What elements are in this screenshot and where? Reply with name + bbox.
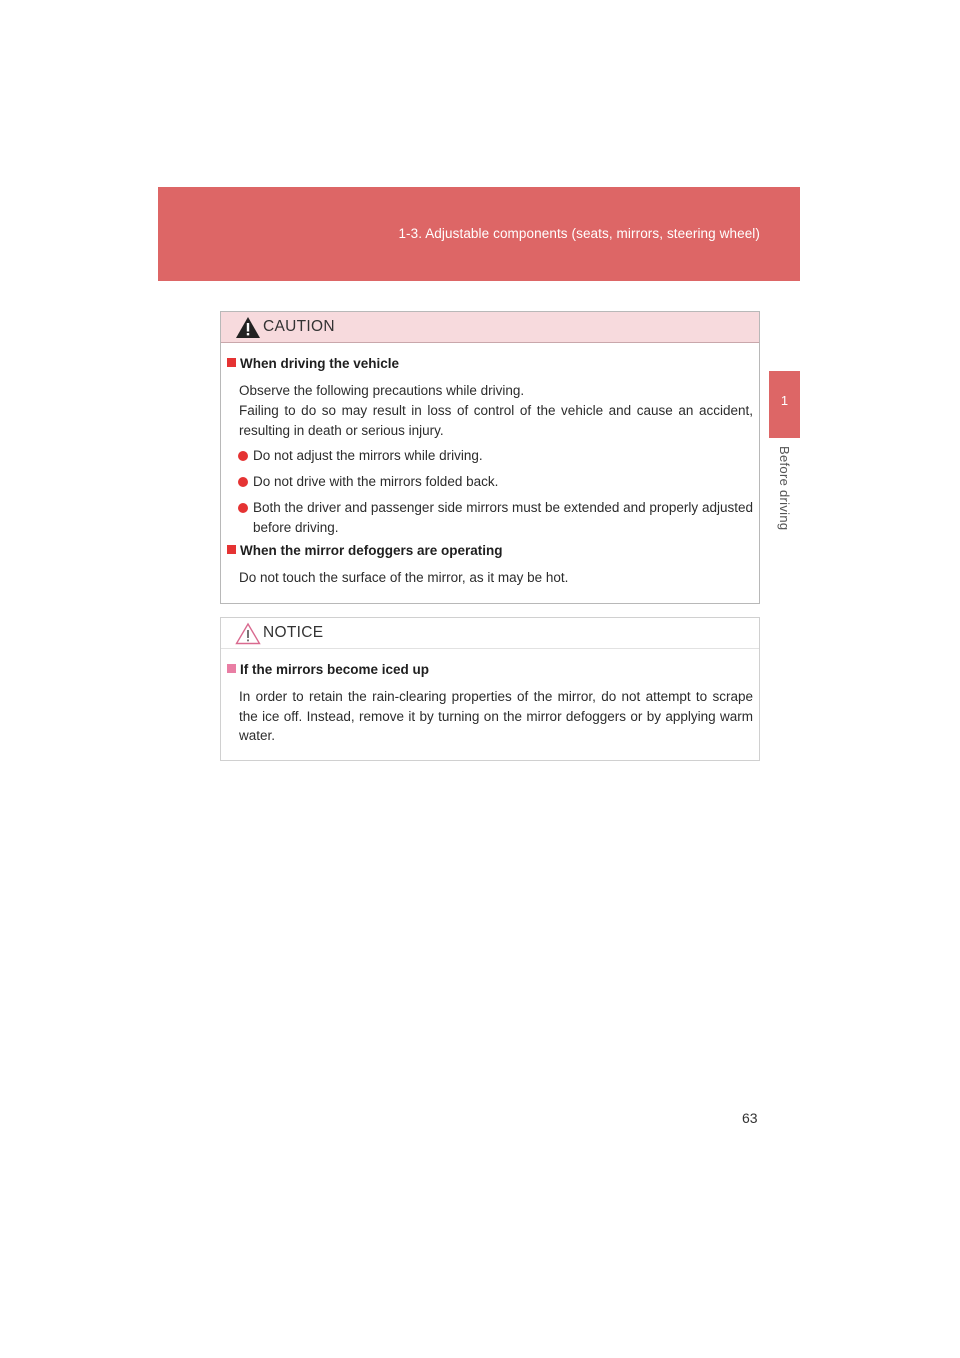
- bullet-dot-icon: [238, 451, 248, 461]
- chapter-number: 1: [780, 393, 789, 408]
- caution-section-heading: When driving the vehicle: [227, 356, 399, 371]
- chapter-tab: [769, 371, 800, 438]
- caution-paragraph: Observe the following precautions while driving.: [239, 383, 525, 398]
- caution-section-heading: When the mirror defoggers are operating: [227, 543, 503, 558]
- caution-bullet-item: Both the driver and passenger side mirrors must be extended and properly adjusted before driving.: [238, 498, 753, 537]
- bullet-dot-icon: [238, 477, 248, 487]
- caution-title: CAUTION: [263, 318, 335, 335]
- notice-title: NOTICE: [263, 624, 324, 641]
- square-bullet-icon: [227, 358, 236, 367]
- section-title: 1-3. Adjustable components (seats, mirrors, steering wheel): [398, 226, 760, 241]
- caution-paragraph: Failing to do so may result in loss of control of the vehicle and cause an accident, resulting in death or serious injury.: [239, 403, 753, 438]
- warning-triangle-outline-icon: [235, 622, 261, 645]
- caution-box: [220, 311, 760, 604]
- warning-triangle-icon: [235, 316, 261, 339]
- caution-header: [221, 312, 759, 343]
- page-number: 63: [742, 1110, 758, 1126]
- notice-header: [221, 618, 759, 649]
- notice-paragraph: In order to retain the rain-clearing properties of the mirror, do not attempt to scrape the ice off. Instead, remove it by turning on the mirror defoggers or by applying warm water.: [239, 689, 753, 743]
- bullet-dot-icon: [238, 503, 248, 513]
- caution-bullet-item: Do not adjust the mirrors while driving.: [238, 446, 753, 466]
- chapter-label-container: [769, 446, 800, 546]
- chapter-label: Before driving: [777, 446, 792, 531]
- square-bullet-icon: [227, 664, 236, 673]
- caution-paragraph: Do not touch the surface of the mirror, as it may be hot.: [239, 570, 569, 585]
- section-header-band: [158, 187, 800, 281]
- notice-section-heading: If the mirrors become iced up: [227, 662, 429, 677]
- notice-box: [220, 617, 760, 761]
- square-bullet-icon: [227, 545, 236, 554]
- caution-bullet-item: Do not drive with the mirrors folded back.: [238, 472, 753, 492]
